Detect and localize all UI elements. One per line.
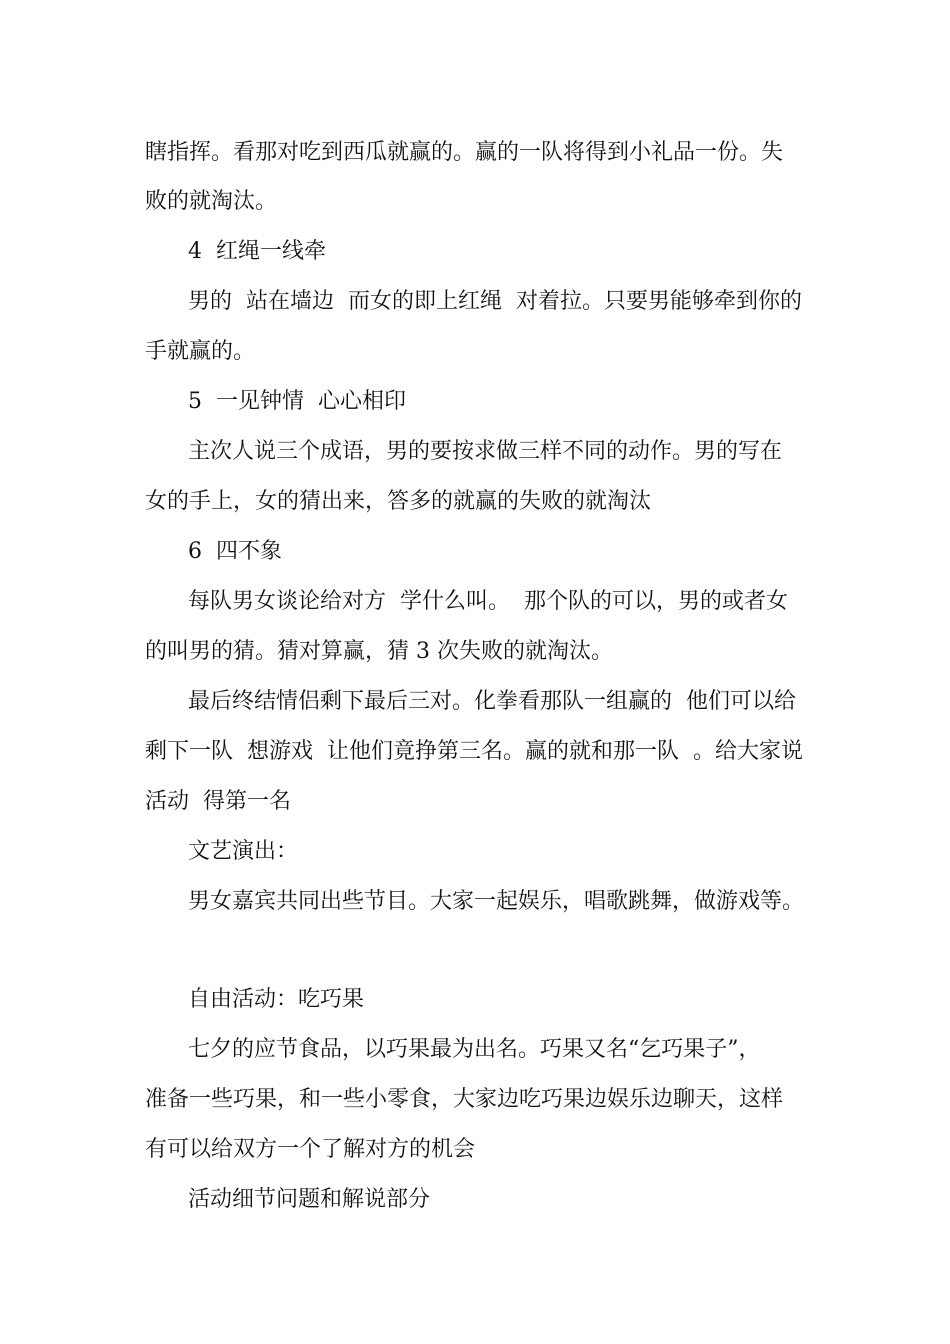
text-line: 男女嘉宾共同出些节目。大家一起娱乐，唱歌跳舞，做游戏等。 [188,889,805,914]
text-line: 有可以给双方一个了解对方的机会 [145,1137,476,1162]
text-line: 男的 站在墙边 而女的即上红绳 对着拉。只要男能够牵到你的 [188,289,802,314]
text-line: 手就赢的。 [145,339,256,364]
section-heading: 6 四不象 [188,539,282,564]
section-heading: 活动细节问题和解说部分 [188,1187,431,1212]
text-line: 准备一些巧果，和一些小零食，大家边吃巧果边娱乐边聊天，这样 [145,1087,784,1112]
text-line: 主次人说三个成语，男的要按求做三样不同的动作。男的写在 [188,439,783,464]
text-line: 的叫男的猜。猜对算赢，猜 3 次失败的就淘汰。 [145,639,613,664]
text-line: 女的手上，女的猜出来，答多的就赢的失败的就淘汰 [145,489,652,514]
section-heading: 自由活动：吃巧果 [188,987,365,1012]
text-line: 七夕的应节食品，以巧果最为出名。巧果又名“乞巧果子”， [188,1037,761,1062]
text-line: 剩下一队 想游戏 让他们竟挣第三名。赢的就和那一队 。给大家说 [145,739,803,764]
section-heading: 5 一见钟情 心心相印 [188,389,406,414]
section-heading: 4 红绳一线牵 [188,239,326,264]
text-line: 败的就淘汰。 [145,189,278,214]
text-line: 瞎指挥。看那对吃到西瓜就赢的。赢的一队将得到小礼品一份。失 [145,140,784,165]
section-heading: 文艺演出： [188,839,299,864]
text-line: 活动 得第一名 [145,789,291,814]
text-line: 最后终结情侣剩下最后三对。化拳看那队一组赢的 他们可以给 [188,689,796,714]
text-line: 每队男女谈论给对方 学什么叫。 那个队的可以，男的或者女 [188,589,788,614]
